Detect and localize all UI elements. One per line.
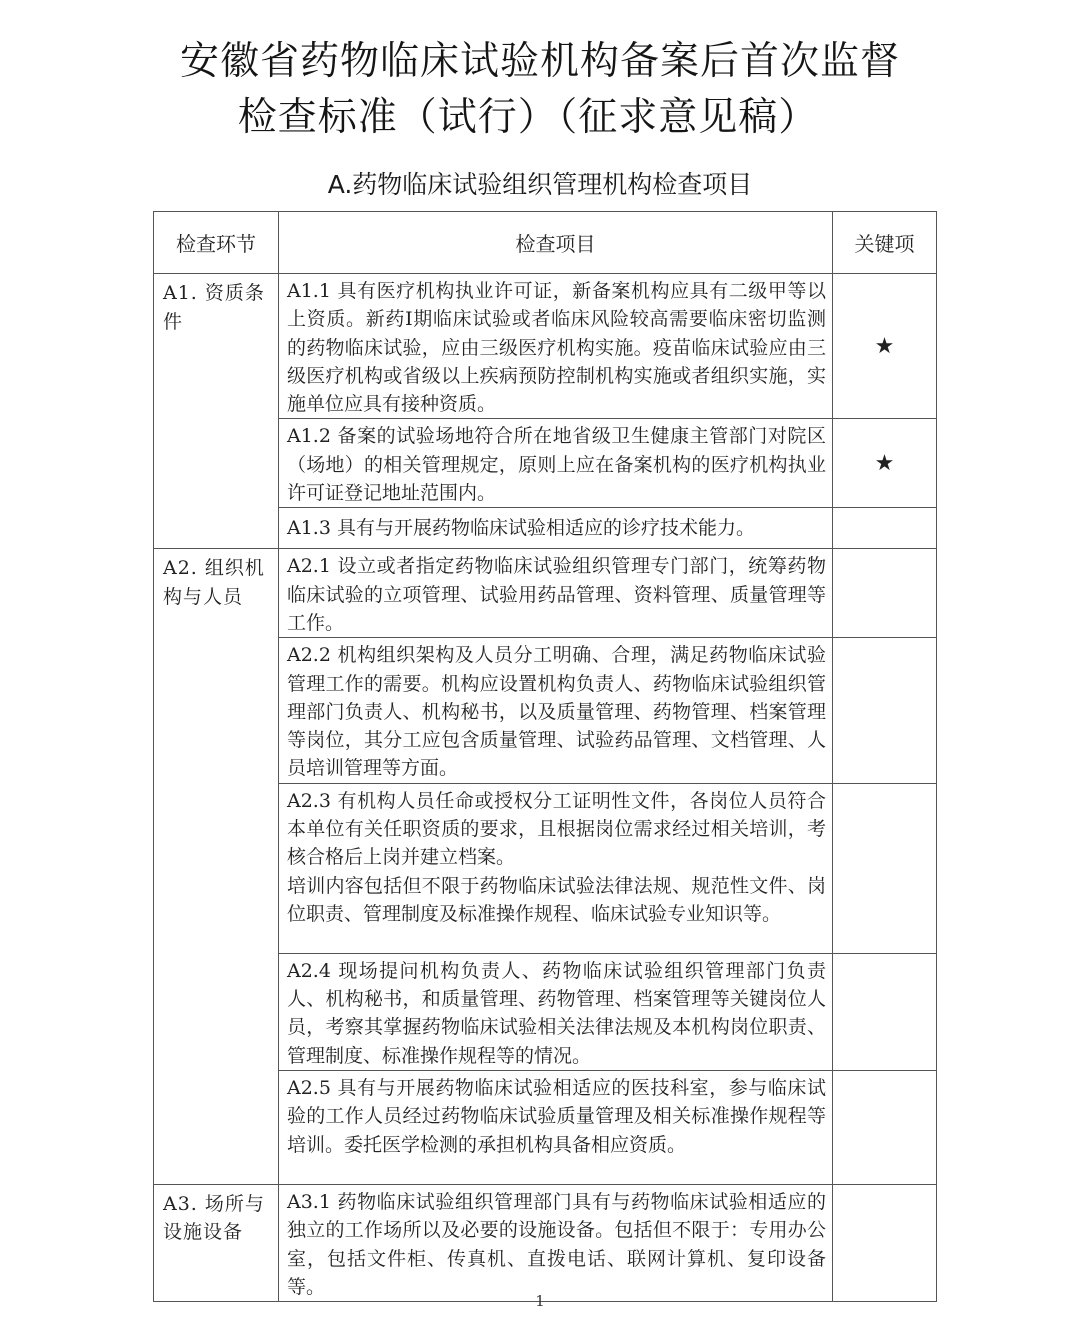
key-item-cell (833, 1070, 937, 1184)
key-item-cell (833, 549, 937, 638)
table-row (154, 1184, 937, 1301)
inspection-table (153, 211, 937, 1302)
header-inspection-stage: 检查环节 (154, 212, 279, 274)
item-a2-4: A2.4 现场提问机构负责人、药物临床试验组织管理部门负责人、机构秘书，和质量管理、药物管理、档案管理等关键岗位人员，考察其掌握药物临床试验相关法律法规及本机构岗位职责、管理制度、标准操作规程等的情况。 (279, 953, 833, 1070)
section-label-a1: A1. 资质条件 (154, 274, 279, 549)
item-a2-3-text: A2.3 有机构人员任命或授权分工证明性文件，各岗位人员符合本单位有关任职资质的要求，且根据岗位需求经过相关培训，考核合格后上岗并建立档案。 (287, 789, 826, 869)
table-header-row (154, 212, 937, 274)
table-row (154, 549, 937, 638)
item-a3-1: A3.1 药物临床试验组织管理部门具有与药物临床试验相适应的独立的工作场所以及必要的设施设备。包括但不限于：专用办公室，包括文件柜、传真机、直拨电话、联网计算机、复印设备等。 (279, 1184, 833, 1301)
section-label-a2: A2. 组织机构与人员 (154, 549, 279, 1185)
item-a1-1: A1.1 具有医疗机构执业许可证，新备案机构应具有二级甲等以上资质。新药Ⅰ期临床试验或者临床风险较高需要临床密切监测的药物临床试验，应由三级医疗机构实施。疫苗临床试验应由三级医疗机构或省级以上疾病预防控制机构实施或者组织实施，实施单位应具有接种资质。 (279, 274, 833, 419)
table-row (154, 274, 937, 419)
key-item-cell (833, 953, 937, 1070)
key-item-star-icon: ★ (833, 419, 937, 508)
item-a1-2: A1.2 备案的试验场地符合所在地省级卫生健康主管部门对院区（场地）的相关管理规定，原则上应在备案机构的医疗机构执业许可证登记地址范围内。 (279, 419, 833, 508)
item-a2-1: A2.1 设立或者指定药物临床试验组织管理专门部门，统筹药物临床试验的立项管理、试验用药品管理、资料管理、质量管理等工作。 (279, 549, 833, 638)
key-item-star-icon: ★ (833, 274, 937, 419)
key-item-cell (833, 1184, 937, 1301)
document-title-line-1: 安徽省药物临床试验机构备案后首次监督 (179, 39, 900, 84)
item-a1-3: A1.3 具有与开展药物临床试验相适应的诊疗技术能力。 (279, 508, 833, 549)
item-a2-3-training: 培训内容包括但不限于药物临床试验法律法规、规范性文件、岗位职责、管理制度及标准操作规程、临床试验专业知识等。 (287, 874, 826, 925)
key-item-cell (833, 508, 937, 549)
item-a2-3 (279, 783, 833, 953)
item-a2-5: A2.5 具有与开展药物临床试验相适应的医技科室，参与临床试验的工作人员经过药物临床试验质量管理及相关标准操作规程等培训。委托医学检测的承担机构具备相应资质。 (279, 1070, 833, 1184)
document-title-line-2: 检查标准（试行）（征求意见稿） (237, 95, 819, 140)
header-inspection-item: 检查项目 (279, 212, 833, 274)
key-item-cell (833, 783, 937, 953)
item-a2-2: A2.2 机构组织架构及人员分工明确、合理，满足药物临床试验管理工作的需要。机构应设置机构负责人、药物临床试验组织管理部门负责人、机构秘书，以及质量管理、药物管理、档案管理等岗位，其分工应包含质量管理、试验药品管理、文档管理、人员培训管理等方面。 (279, 638, 833, 783)
section-label-a3: A3. 场所与设施设备 (154, 1184, 279, 1301)
section-title: A.药物临床试验组织管理机构检查项目 (327, 170, 753, 199)
header-key-item: 关键项 (833, 212, 937, 274)
page-number: 1 (535, 1292, 545, 1310)
key-item-cell (833, 638, 937, 783)
